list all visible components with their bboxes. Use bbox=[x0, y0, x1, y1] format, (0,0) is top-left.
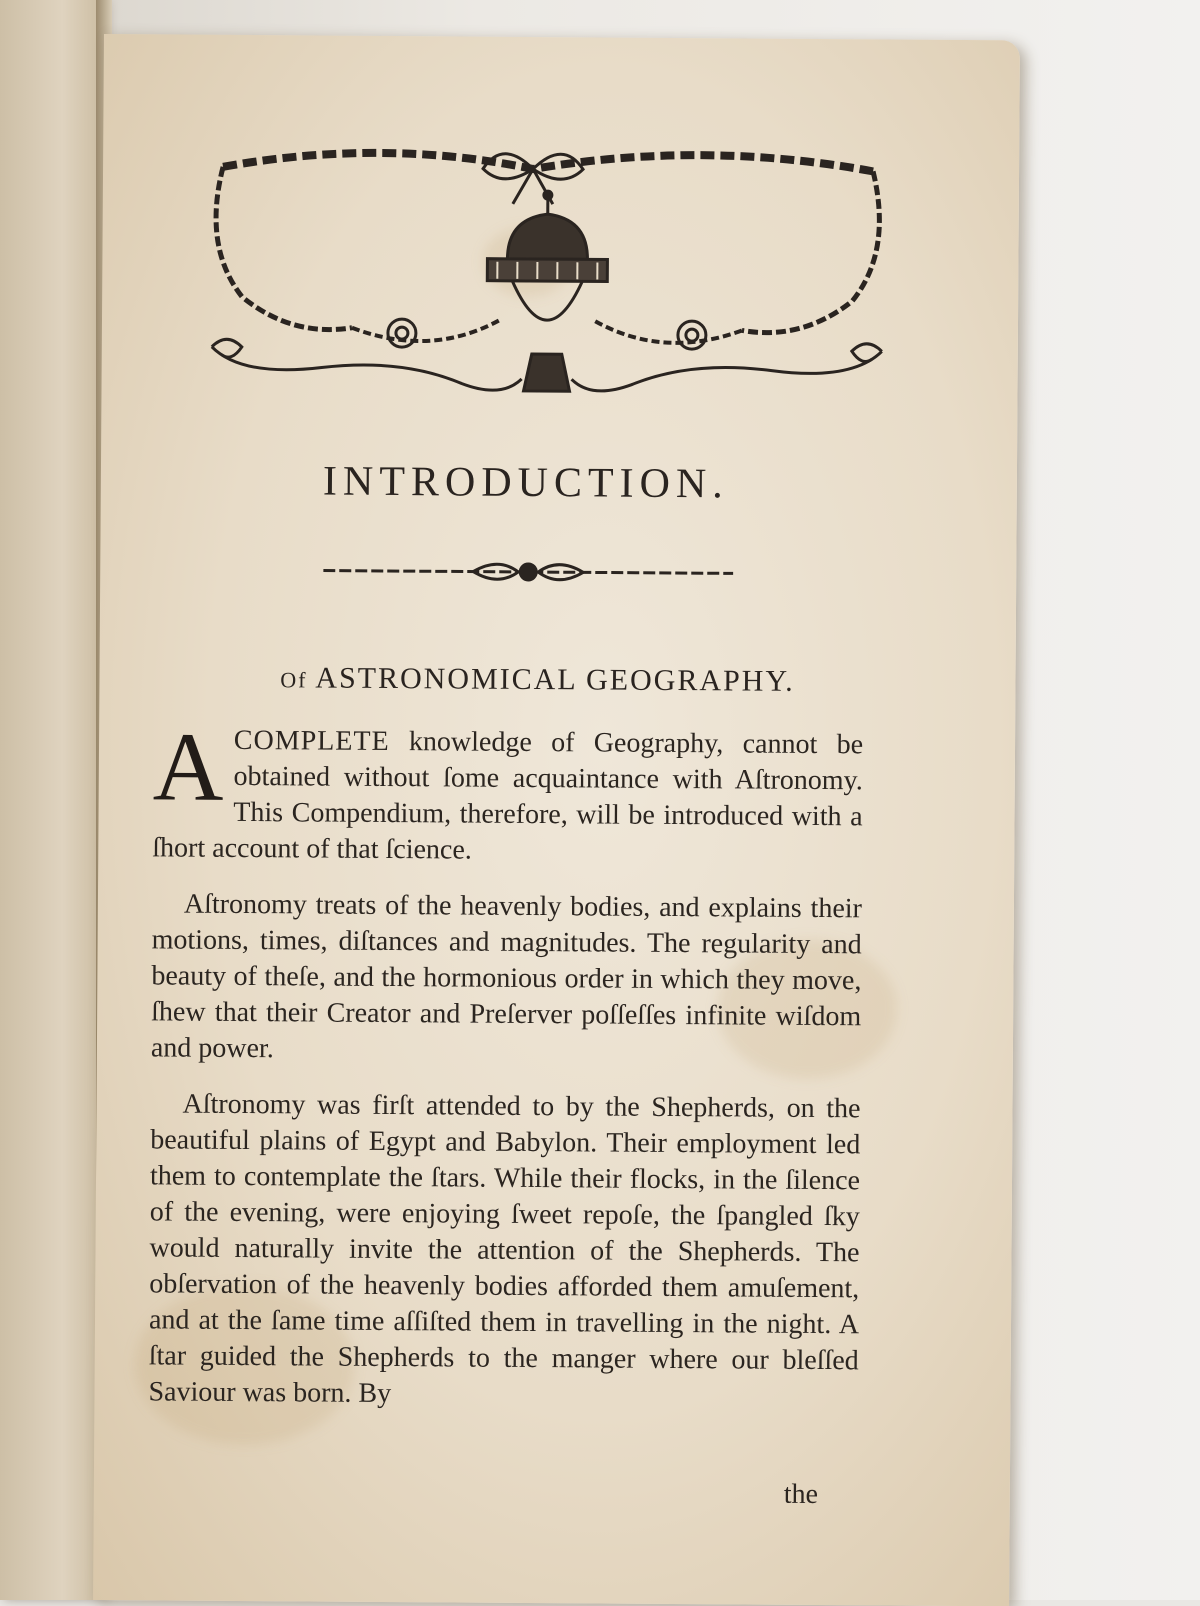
heading-text: ASTRONOMICAL GEOGRAPHY. bbox=[315, 661, 795, 697]
ornamental-rule bbox=[323, 556, 733, 589]
paragraph-2: Aſtronomy treats of the heavenly bodies, and explains their motions, times, diſtances and magnitudes. The regularity and beauty of theſe, and the hormonious order in which they move, ſhew that their Creator and Preſerver poſſeſſes infinite wiſdom and power. bbox=[151, 886, 862, 1071]
page-title: INTRODUCTION. bbox=[256, 457, 796, 509]
paragraph-3: Aſtronomy was firſt attended to by the Shepherds, on the beautiful plains of Egypt and Babylon. Their employment led them to contemplate the ſtars. While their flocks, in the ſilence of the evening, were enjoying ſweet repoſe, the ſpangled ſky would naturally invite the attention of the Shepherds. The obſervation of the heavenly bodies afforded them amuſement, and at the ſame time aſſiſted them in travelling in the night. A ſtar guided the Shepherds to the manger where our bleſſed Saviour was born. By bbox=[148, 1086, 860, 1415]
catchword: the bbox=[784, 1479, 818, 1511]
ornamental-headpiece-illustration bbox=[201, 127, 893, 402]
paragraph-1-text: knowledge of Geography, cannot be obtained without ſome acquaintance with Aſtronomy. This Compendium, therefore, will be introduced with a ſhort account of that ſcience. bbox=[152, 726, 863, 866]
book-page bbox=[93, 34, 1020, 1606]
heading-prefix: Of bbox=[280, 667, 307, 692]
paragraph-1 bbox=[152, 722, 863, 871]
facing-page-edge bbox=[0, 0, 104, 1600]
section-heading bbox=[187, 661, 887, 700]
paragraph-1-lead: COMPLETE bbox=[234, 725, 390, 757]
drop-cap: A bbox=[153, 726, 224, 808]
